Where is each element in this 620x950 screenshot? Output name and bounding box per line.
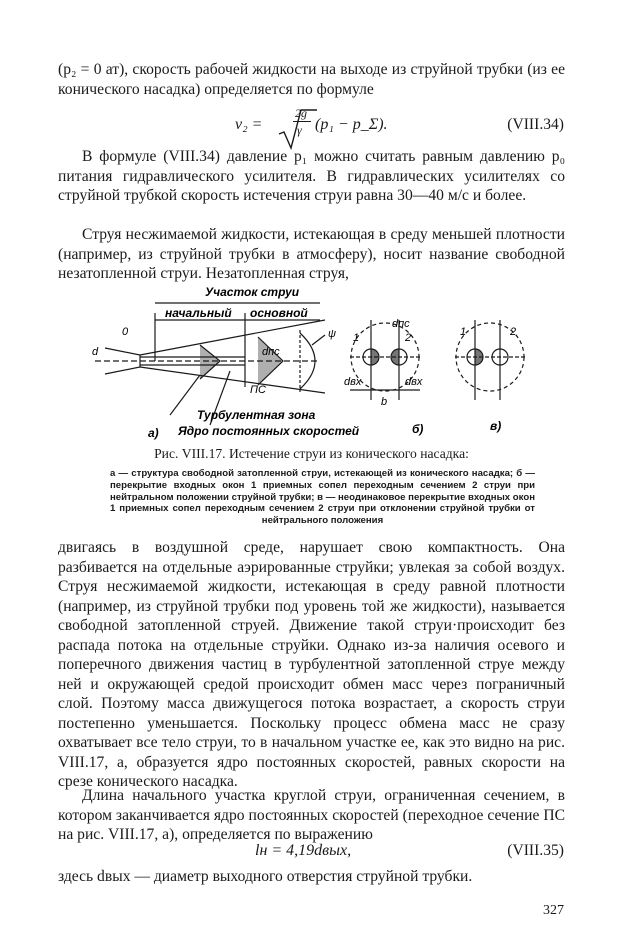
fill-profile-1 bbox=[200, 345, 220, 379]
figure-caption-title: Рис. VIII.17. Истечение струи из конического насадка: bbox=[154, 446, 469, 461]
paragraph-submerged-jet: двигаясь в воздушной среде, нарушает свою компактность. Она разбивается на отдельные аэрированные струйки; увлекая за собой воздух. Струя несжимаемой жидкости, истекающая в среду равной плотности (например, из струйной трубки под уровень той же жидкости), называется свободной затопленной струей. Движение такой струи·происходит без распада потока на отдельные струйки. Однако из-за наличия осевого и поперечного движения частиц в турбулентной затопленной струе между ней и окружающей средой происходит обмен масс через пограничный слой. Поэтому масса движущегося потока возрастает, а скорость струи постепенно уменьшается. Поскольку процесс обмена масс не сразу охватывает все тело струи, то в начальном участке ее, как это видно на рис. VIII.17, а, образуется ядро постоянных скоростей, равных скорости на срезе конического насадка. bbox=[58, 539, 565, 790]
paragraph-pressure: В формуле (VIII.34) давление p₁ можно считать равным давлению p₀ питания гидравлического усилителя. В гидравлических усилителях со струйной трубкой скорость истечения струи равна 30—40 м/с и более. bbox=[58, 148, 565, 204]
label-dvx-left: dвх bbox=[344, 376, 362, 388]
label-dnc-a: dпс bbox=[262, 346, 280, 358]
hatch-right-b bbox=[391, 349, 399, 365]
paragraph-intro: (p₂ = 0 ат), скорость рабочей жидкости на выходе из струйной трубки (из ее конического насадка) определяется по формуле bbox=[58, 61, 565, 98]
label-2-b: 2 bbox=[405, 332, 412, 344]
fill-profile-2 bbox=[258, 337, 283, 385]
formula-numerator: 2g bbox=[295, 106, 307, 120]
formula-lhs: v₂ = bbox=[235, 116, 263, 133]
formula-rest: (p₁ − p_Σ). bbox=[315, 116, 388, 133]
label-0: 0 bbox=[122, 326, 129, 338]
figure-viii-17 bbox=[0, 275, 620, 445]
label-yadro: Ядро постоянных скоростей bbox=[178, 424, 360, 438]
label-d: d bbox=[92, 346, 99, 358]
label-pc: ПС bbox=[250, 384, 266, 396]
equation-number-34: (VIII.34) bbox=[507, 116, 564, 133]
label-2-v: 2 bbox=[510, 326, 517, 338]
label-a: а) bbox=[148, 426, 159, 440]
label-1-b: 1 bbox=[353, 332, 360, 344]
jet-upper-boundary bbox=[140, 320, 325, 355]
label-uchastok: Участок струи bbox=[205, 285, 300, 299]
label-osnovnoy: основной bbox=[250, 306, 308, 320]
label-psi: ψ bbox=[328, 328, 337, 340]
leader-turbulent bbox=[170, 375, 200, 415]
formula-viii-35: lн = 4,19dвых, bbox=[255, 842, 352, 859]
figure-caption-body: а — структура свободной затопленной струи, истекающей из конического насадка; б — перекрытие входных окон 1 приемных сопел переходным сечением 2 струи при нейтральном положении струйной трубки; в — неодинаковое перекрытие входных окон 1 приемных сопел переходным сечением 2 струи при отклонении струйной трубки от нейтрального положения bbox=[110, 468, 535, 527]
fraction-bar bbox=[293, 121, 311, 122]
label-b-dim: b bbox=[381, 396, 388, 408]
label-v: в) bbox=[490, 419, 502, 433]
hatch-left-v bbox=[475, 349, 483, 365]
psi-leader bbox=[312, 335, 325, 345]
label-dvx-right: dвх bbox=[405, 376, 423, 388]
label-nachalny: начальный bbox=[165, 306, 232, 320]
label-b: б) bbox=[412, 422, 424, 436]
hatch-left-b bbox=[371, 349, 379, 365]
paragraph-initial-length: Длина начального участка круглой струи, ограниченная сечением, в котором заканчивается ядро постоянных скоростей (переходное сечение ПС на рис. VIII.17, а), определяется по выражению bbox=[58, 787, 565, 843]
jet-lower-boundary bbox=[140, 367, 325, 393]
paragraph-definition: здесь dвых — диаметр выходного отверстия струйной трубки. bbox=[58, 868, 473, 885]
formula-denominator: γ bbox=[297, 123, 302, 137]
page-number: 327 bbox=[543, 903, 564, 918]
label-dnc-b: dпс bbox=[392, 318, 410, 330]
equation-number-35: (VIII.35) bbox=[507, 842, 564, 859]
label-turbulent: Турбулентная зона bbox=[197, 408, 316, 422]
paragraph-free-jet: Струя несжимаемой жидкости, истекающая в среду меньшей плотности (например, из струйной трубки в атмосферу), носит название свободной незатопленной струи. Незатопленная струя, bbox=[58, 226, 565, 282]
label-1-v: 1 bbox=[460, 326, 467, 338]
